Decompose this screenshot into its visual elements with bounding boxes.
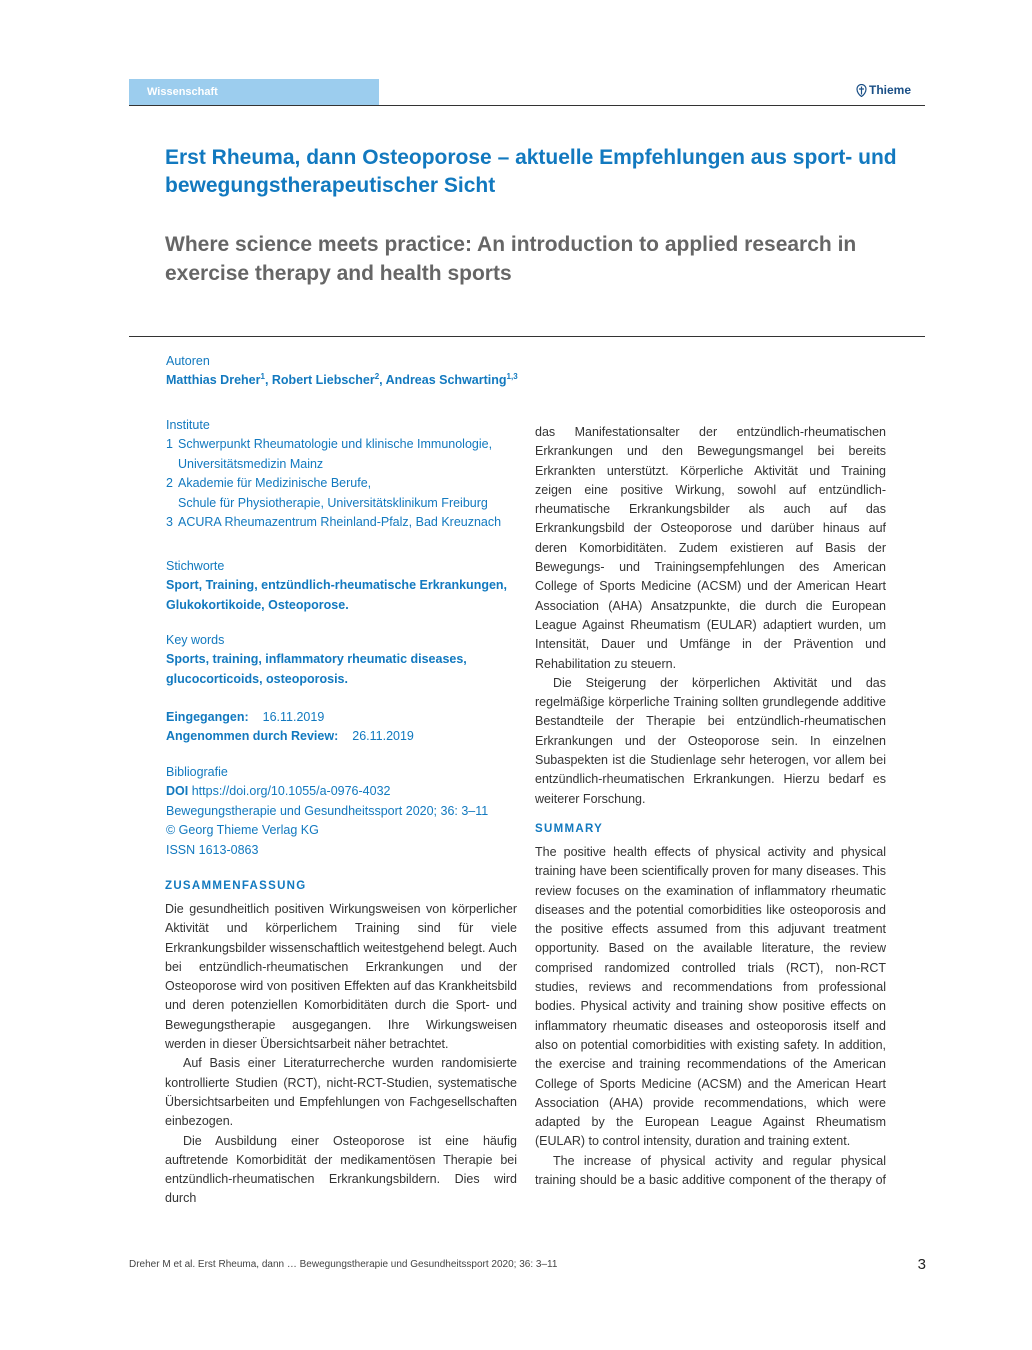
copyright: © Georg Thieme Verlag KG	[166, 823, 319, 838]
page-number: 3	[917, 1256, 926, 1273]
institute-number: 3	[166, 515, 173, 530]
author-affiliation: 2	[374, 372, 380, 382]
author-name: Andreas Schwarting	[385, 373, 507, 388]
zusammenfassung-heading: ZUSAMMENFASSUNG	[165, 880, 307, 892]
keywords-label: Key words	[166, 633, 225, 647]
stichworte-block	[166, 557, 511, 615]
institute-item	[166, 474, 511, 513]
thieme-logo-icon	[856, 84, 867, 97]
accepted-date: 26.11.2019	[352, 729, 414, 744]
article-title-en: Where science meets practice: An introduction to applied research in exercise therapy and health sports	[165, 233, 857, 285]
footer-citation: Dreher M et al. Erst Rheuma, dann … Bewegungstherapie und Gesundheitssport 2020; 36: 3–11	[129, 1259, 558, 1270]
author-name: Robert Liebscher	[271, 373, 375, 388]
institute-number: 2	[166, 476, 173, 491]
institute-line: Universitätsmedizin Mainz	[178, 456, 324, 471]
publisher-name: Thieme	[869, 83, 912, 97]
zusammenfassung-paragraph-continued: das Manifestationsalter der entzündlich-rheumatischen Erkrankungen und den Bewegungsmangel bei bereits Erkrankten unterstützt. Körperliche Aktivität und Training zeigen eine positive Wirkung, sowohl auf entzündlich-rheumatische Erkrankungsbilder als auch auf das Erkrankungsbild der Osteoporose und darüber hinaus auf deren Komorbiditäten. Zudem existieren auf Basis der Bewegungs- und Trainingsempfehlungen des American College of Sports Medicine (ACSM) und der American Heart Association (AHA) Ansatzpunkte, die durch die European League Against Rheumatism (EULAR) adaptiert wurden, um Intensität, Dauer und Umfänge in der Prävention und Rehabilitation zu steuern.	[535, 425, 886, 671]
section-tab: Wissenschaft	[129, 79, 379, 105]
institute-line: Schule für Physiotherapie, Universitätsklinikum Freiburg	[178, 495, 488, 510]
institute-item	[166, 513, 511, 532]
institutes-label: Institute	[166, 418, 210, 432]
doi-label: DOI	[166, 784, 189, 799]
bibliography-label: Bibliografie	[166, 765, 228, 779]
authors-block	[166, 352, 526, 391]
issn: ISSN 1613-0863	[166, 842, 259, 857]
received-date: 16.11.2019	[262, 710, 325, 724]
stichworte-text: Sport, Training, entzündlich-rheumatische Erkrankungen, Glukokortikoide, Osteoporose.	[166, 578, 508, 612]
summary-heading: SUMMARY	[535, 822, 604, 835]
doi-link[interactable]: https://doi.org/10.1055/a-0976-4032	[191, 784, 391, 799]
zusammenfassung-block	[165, 880, 517, 1209]
zusammenfassung-paragraph: Die gesundheitlich positiven Wirkungsweisen von körperlicher Aktivität und körperlichem Training sind für viele Erkrankungsbilder wissenschaftlich weitestgehend belegt. Auch bei entzündlich-rheumatischen Erkrankungen und der Osteoporose wird von positiven Effekten auf das Krankheitsbild und deren potenziellen Komorbiditäten durch die Sport- und Bewegungstherapie ausgegangen. Ihre Wirkungsweisen werden in dieser Übersichtsarbeit näher betrachtet.	[165, 902, 517, 1052]
article-title-de: Erst Rheuma, dann Osteoporose – aktuelle Empfehlungen aus sport- und bewegungstherapeutischer Sicht	[165, 146, 897, 197]
received-label: Eingegangen:	[166, 710, 249, 724]
summary-paragraph: The increase of physical activity and regular physical training should be a basic additive component of the therapy of	[535, 1153, 886, 1187]
institute-number: 1	[166, 437, 173, 452]
bibliography-block	[166, 763, 526, 860]
keywords-text: Sports, training, inflammatory rheumatic diseases, glucocorticoids, osteoporosis.	[166, 652, 467, 686]
author-affiliation: 1,3	[506, 372, 518, 382]
zusammenfassung-paragraph: Die Steigerung der körperlichen Aktivität und das regelmäßige körperliche Training sollten grundlegende additive Bestandteile der Therapie bei entzündlich-rheumatischen Erkrankungen und der Osteoporose sein. In einzelnen Subaspekten ist die Studienlage sehr heterogen, vor allem bei entzündlich-rheumatischen Erkrankungen. Hierzu bedarf es weiterer Forschung.	[535, 675, 886, 806]
dates-block	[166, 708, 526, 747]
author-name: Matthias Dreher	[166, 373, 261, 388]
summary-paragraph: The positive health effects of physical activity and physical training have been scientifically proven for many diseases. This review focuses on the examination of inflammatory rheumatic diseases and the potential comorbidities like osteoporosis and the positive effects assumed from this adjuvant treatment opportunity. Based on the available literature, the review comprised randomized controlled trials (RCT), non-RCT studies, reviews and recommendations from professional bodies. Physical activity and training show positive effects on inflammatory rheumatic diseases and osteoporosis itself and also on potential comorbidities with existing safety. In addition, the exercise and training recommendations of the American College of Sports Medicine (ACSM) and the American Heart Association (AHA) provide recommendations, which were adapted by the European League Against Rheumatism (EULAR) to control intensity, duration and training extent.	[535, 844, 886, 1149]
authors-label: Autoren	[166, 354, 210, 368]
title-rule	[129, 336, 925, 337]
institute-item	[166, 435, 511, 474]
zusammenfassung-paragraph: Die Ausbildung einer Osteoporose ist eine häufig auftretende Komorbidität der medikamentösen Therapie bei entzündlich-rheumatischen Erkrankungsbildern. Dies wird durch	[165, 1133, 517, 1206]
keywords-block	[166, 631, 476, 689]
institute-line: ACURA Rheumazentrum Rheinland-Pfalz, Bad Kreuznach	[178, 515, 502, 530]
zusammenfassung-paragraph: Auf Basis einer Literaturrecherche wurden randomisierte kontrollierte Studien (RCT), nicht-RCT-Studien, systematische Übersichtsarbeiten und Empfehlungen von Fachgesellschaften einbezogen.	[165, 1056, 517, 1129]
stichworte-label: Stichworte	[166, 559, 225, 573]
accepted-label: Angenommen durch Review:	[166, 729, 339, 744]
institute-line: Schwerpunkt Rheumatologie und klinische Immunologie,	[178, 437, 493, 452]
institutes-block	[166, 416, 511, 532]
right-column	[535, 423, 886, 1190]
header-rule	[129, 105, 925, 106]
authors-list: Matthias Dreher$^1$, Robert Liebscher$^2$, Andreas Schwarting$^{1,3}$	[166, 372, 518, 388]
journal-citation: Bewegungstherapie und Gesundheitssport 2020; 36: 3–11	[166, 803, 489, 818]
institute-line: Akademie für Medizinische Berufe,	[178, 476, 372, 491]
publisher-logo	[856, 83, 911, 97]
author-affiliation: 1	[260, 372, 265, 382]
